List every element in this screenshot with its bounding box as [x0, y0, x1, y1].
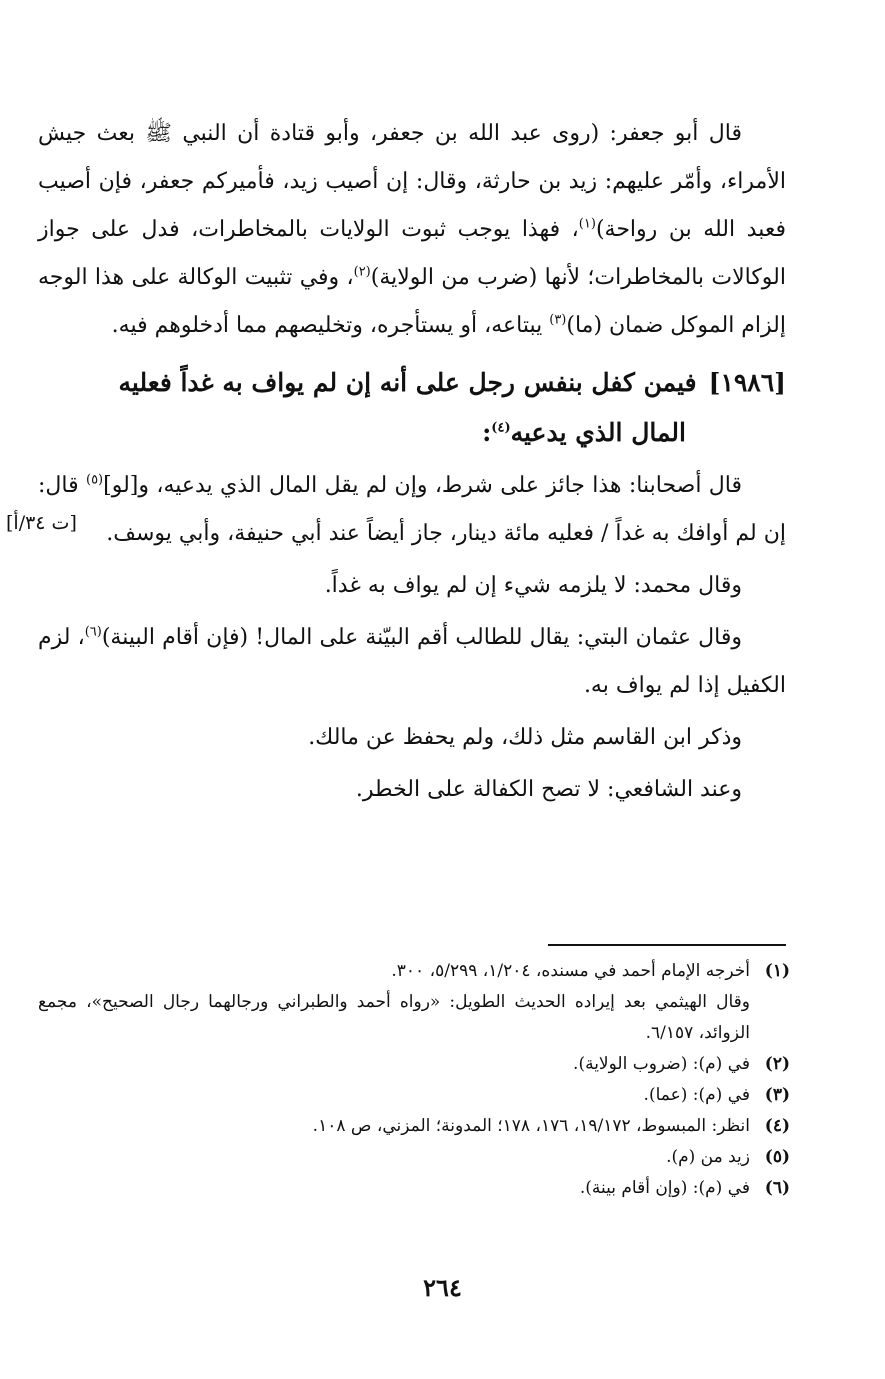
heading-line-2: [38, 408, 786, 458]
footnote-line: أخرجه الإمام أحمد في مسنده، ١/٢٠٤، ٥/٢٩٩، ٣٠٠.: [391, 961, 750, 981]
footnote-number: (٦): [764, 1178, 790, 1198]
paragraph: [38, 110, 786, 350]
section-heading: [38, 358, 786, 458]
footnote-ref: (٢): [353, 264, 371, 280]
footnote: [38, 1111, 790, 1142]
paragraph-text: قال: إن لم أوافك به غداً / فعليه مائة دينار، جاز أيضاً عند أبي حنيفة، وأبي يوسف.: [38, 473, 786, 546]
opening-paragraph: [38, 110, 786, 350]
footnotes: [38, 956, 790, 1204]
footnote-text: في (م): (وإن أقام بينة).: [579, 1178, 750, 1198]
footnote-number: (٣): [764, 1085, 790, 1105]
heading-number: [١٩٨٦]: [708, 368, 786, 397]
heading-line: المال الذي يدعيه: [510, 418, 686, 447]
paragraph: [38, 614, 786, 710]
paragraph-text: قال أبو جعفر: (روى عبد الله بن جعفر، وأبو قتادة أن النبي ﷺ بعث جيش الأمراء، وأمّر عليهم: زيد بن حارثة، وقال: إن أصيب زيد، فأميركم جعفر، فإن أصيب فعبد الله بن رواحة): [38, 121, 786, 242]
paragraph: وذكر ابن القاسم مثل ذلك، ولم يحفظ عن مالك.: [308, 725, 742, 750]
footnote-text: في (م): (عما).: [643, 1085, 750, 1105]
footnote-number: (١): [764, 961, 790, 981]
footnote-text: انظر: المبسوط، ١٩/١٧٢، ١٧٦، ١٧٨؛ المدونة؛ المزني، ص ١٠٨.: [312, 1116, 750, 1136]
footnote-number: (٤): [764, 1116, 790, 1136]
footnote-text: [38, 956, 750, 1049]
page-number: ٢٦٤: [423, 1273, 462, 1302]
page-body: [6, 110, 786, 818]
paragraph-text: ، وفي تثبيت الوكالة على هذا الوجه إلزام الموكل ضمان (ما): [38, 265, 786, 338]
paragraph: وعند الشافعي: لا تصح الكفالة على الخطر.: [355, 777, 742, 802]
margin-note: [ت ٣٤/أ]: [6, 512, 77, 534]
footnote: [38, 956, 790, 1049]
footnote-ref: (١): [578, 216, 596, 232]
footnote-text: زيد من (م).: [666, 1147, 750, 1167]
paragraph: [38, 462, 786, 558]
footnote-number: (٢): [764, 1054, 790, 1074]
heading-line: فيمن كفل بنفس رجل على أنه إن لم يواف به غداً فعليه: [118, 368, 697, 397]
footnote-ref: (٦): [84, 624, 102, 640]
footnote-divider: [548, 944, 786, 946]
footnote: [38, 1142, 790, 1173]
heading-colon: :: [482, 418, 492, 447]
footnote: [38, 1173, 790, 1204]
paragraph-text: ، فهذا يوجب ثبوت الولايات بالمخاطرات، فدل على جواز الوكالات بالمخاطرات؛ لأنها (ضرب من الولاية): [38, 217, 786, 290]
footnote-ref: (٤): [491, 420, 511, 436]
footnote-line: وقال الهيثمي بعد إيراده الحديث الطويل: «رواه أحمد والطبراني ورجالهما رجال الصحيح»، مجمع الزوائد، ٦/١٥٧.: [38, 992, 750, 1043]
footnote-number: (٥): [764, 1147, 790, 1167]
footnote-ref: (٥): [85, 472, 104, 488]
footnote: [38, 1080, 790, 1111]
footnote: [38, 1049, 790, 1080]
paragraph-text: قال أصحابنا: هذا جائز على شرط، وإن لم يقل المال الذي يدعيه، و[لو]: [103, 473, 743, 498]
paragraph-text: وقال عثمان البتي: يقال للطالب أقم البيّنة على المال! (فإن أقام البينة): [101, 625, 742, 650]
paragraph-text: يبتاعه، أو يستأجره، وتخليصهم مما أدخلوهم فيه.: [111, 313, 550, 338]
footnote-text: في (م): (ضروب الولاية).: [573, 1054, 750, 1074]
section-body: [6, 462, 786, 814]
paragraph: وقال محمد: لا يلزمه شيء إن لم يواف به غداً.: [324, 573, 742, 598]
footnote-ref: (٣): [549, 312, 567, 328]
paragraph-text: ، لزم الكفيل إذا لم يواف به.: [38, 625, 786, 698]
